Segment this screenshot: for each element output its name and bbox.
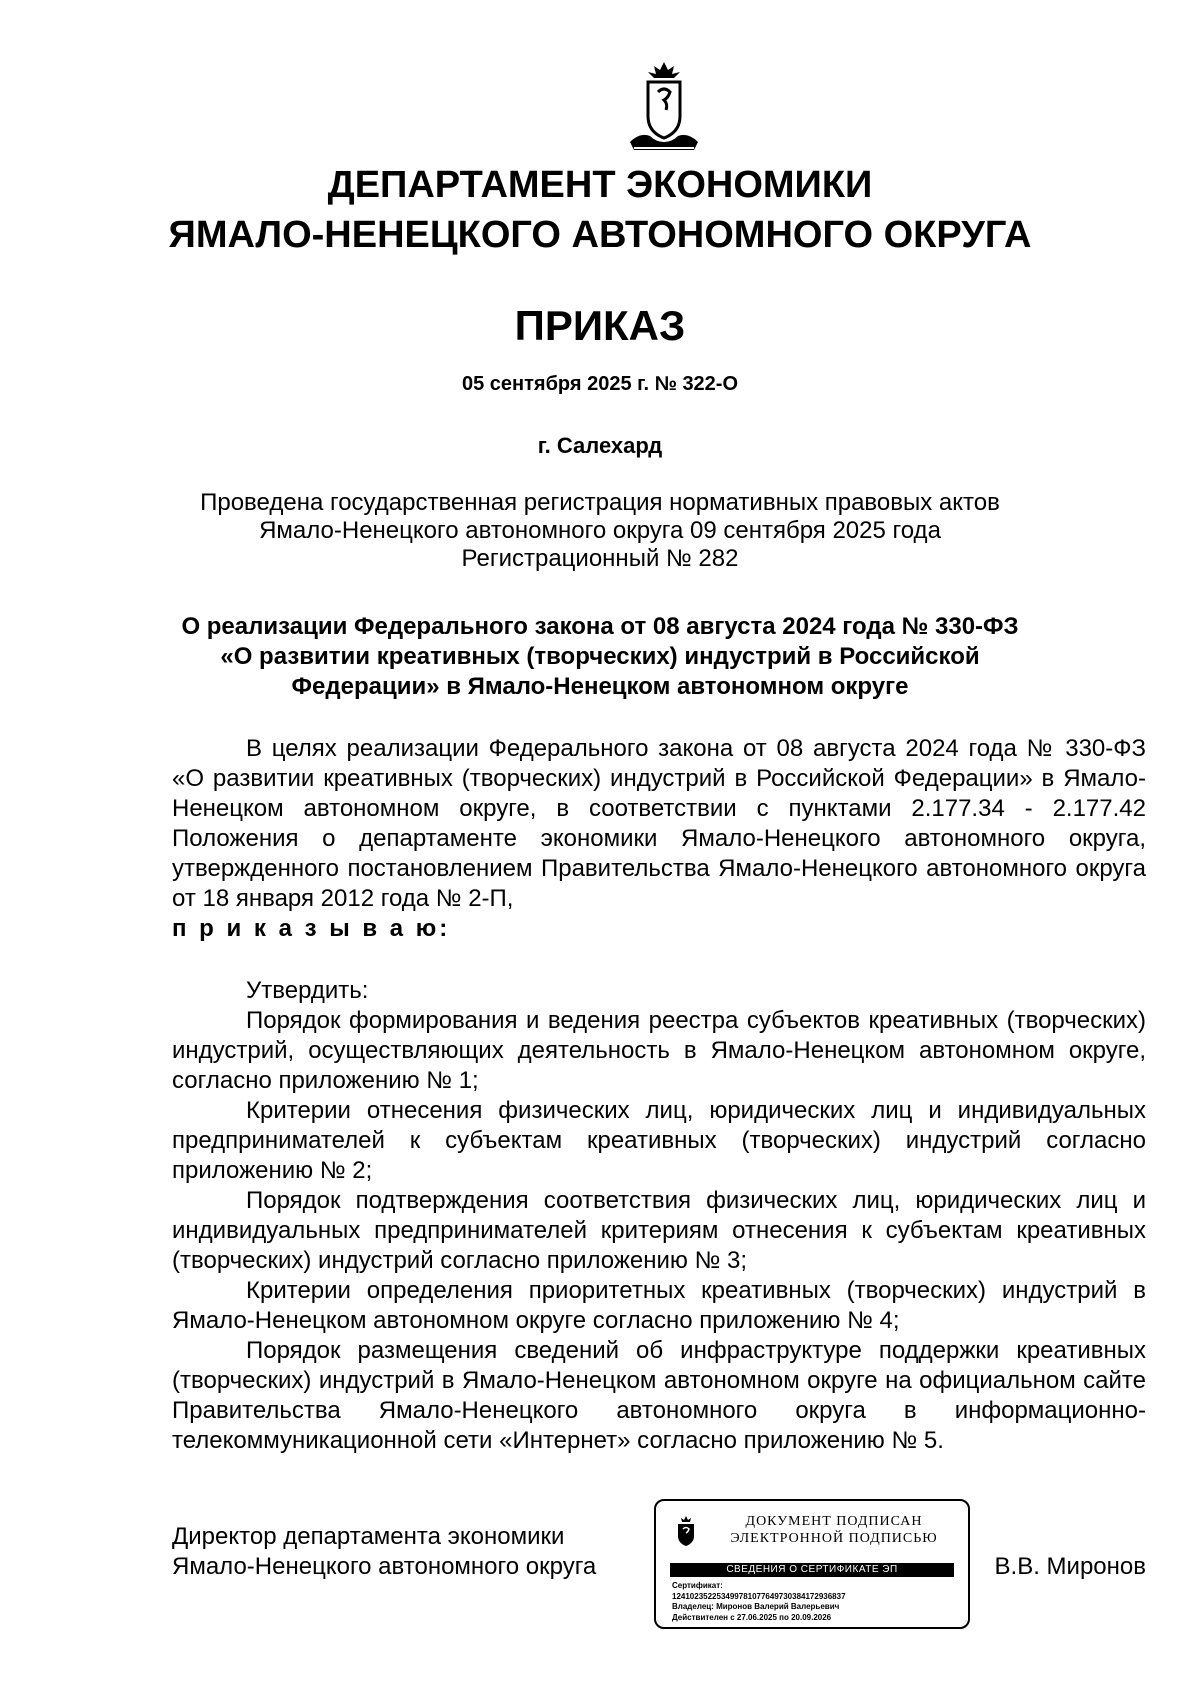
stamp-title-line-2: ЭЛЕКТРОННОЙ ПОДПИСЬЮ [730,1531,938,1546]
preamble-body: В целях реализации Федерального закона от 08 августа 2024 года № 330-ФЗ «О развитии креативных (творческих) индустрий в Российской Федерации» в Ямало-Ненецком автономном округе, в соответствии с пунктами 2.177.34 - 2.177.42 Положения о департаменте экономики Ямало-Ненецкого автономного округа, утвержденного постановлением Правительства Ямало-Ненецкого автономного округа от 18 января 2012 года № 2-П, [172,735,1146,912]
decree-word: п р и к а з ы в а ю: [172,915,451,942]
position-line-2: Ямало-Ненецкого автономного округа [172,1553,597,1580]
position-line-1: Директор департамента экономики [172,1523,565,1550]
registration-line-3: Регистрационный № 282 [461,545,739,572]
stamp-title [714,1513,954,1547]
document-type: ПРИКАЗ [514,302,686,349]
stamp-emblem-icon [674,1515,698,1549]
approve-label: Утвердить: [246,977,369,1004]
date-number: 05 сентября 2025 г. № 322-О [461,373,739,395]
certificate-details [672,1581,962,1623]
list-item: Порядок размещения сведений об инфраструктуре поддержки креативных (творческих) индустрий в Ямало-Ненецком автономном округе на официальном сайте Правительства Ямало-Ненецкого автономного округа в информационно-телекоммуникационной сети «Интернет» согласно приложению № 5. [172,1337,1146,1454]
subject-line-2: «О развитии креативных (творческих) индустрий в Российской [220,643,980,670]
signatory-position [172,1522,596,1582]
list-item: Критерии определения приоритетных креативных (творческих) индустрий в Ямало-Ненецком автономном округе согласно приложению № 4; [172,1277,1146,1334]
certificate-number: 124102352253499781077649730384172936837 [672,1591,846,1601]
city: г. Салехард [537,433,663,458]
preamble-text [172,734,1146,944]
approved-documents [172,976,1146,1456]
registration-line-1: Проведена государственная регистрация нормативных правовых актов [200,489,1000,516]
signatory-name: В.В. Миронов [994,1553,1146,1580]
coat-of-arms-emblem [624,58,704,154]
subject-line-1: О реализации Федерального закона от 08 августа 2024 года № 330-ФЗ [181,613,1019,640]
subject-line-3: Федерации» в Ямало-Ненецком автономном округе [291,673,909,700]
department-line-1: ДЕПАРТАМЕНТ ЭКОНОМИКИ [327,164,873,206]
department-line-2: ЯМАЛО-НЕНЕЦКОГО АВТОНОМНОГО ОКРУГА [168,214,1032,256]
stamp-title-line-1: ДОКУМЕНТ ПОДПИСАН [745,1514,923,1529]
registration-line-2: Ямало-Ненецкого автономного округа 09 сентября 2025 года [259,517,941,544]
certificate-validity: Действителен с 27.06.2025 по 20.09.2026 [672,1612,832,1622]
list-item: Порядок подтверждения соответствия физических лиц, юридических лиц и индивидуальных предпринимателей критериям отнесения к субъектам креативных (творческих) индустрий согласно приложению № 3; [172,1187,1146,1274]
list-item: Критерии отнесения физических лиц, юридических лиц и индивидуальных предпринимателей к субъектам креативных (творческих) индустрий согласно приложению № 2; [172,1097,1146,1184]
preamble [172,734,1146,944]
electronic-signature-stamp [654,1499,970,1629]
department-name [0,160,1200,260]
list-item: Порядок формирования и ведения реестра субъектов креативных (творческих) индустрий, осуществляющих деятельность в Ямало-Ненецком автономном округе, согласно приложению № 1; [172,1007,1146,1094]
certificate-label: Сертификат: [672,1581,723,1590]
registration-note [0,489,1200,573]
certificate-info-bar: СВЕДЕНИЯ О СЕРТИФИКАТЕ ЭП [670,1563,954,1577]
certificate-owner: Владелец: Миронов Валерий Валерьевич [672,1602,840,1611]
document-subject [0,612,1200,702]
